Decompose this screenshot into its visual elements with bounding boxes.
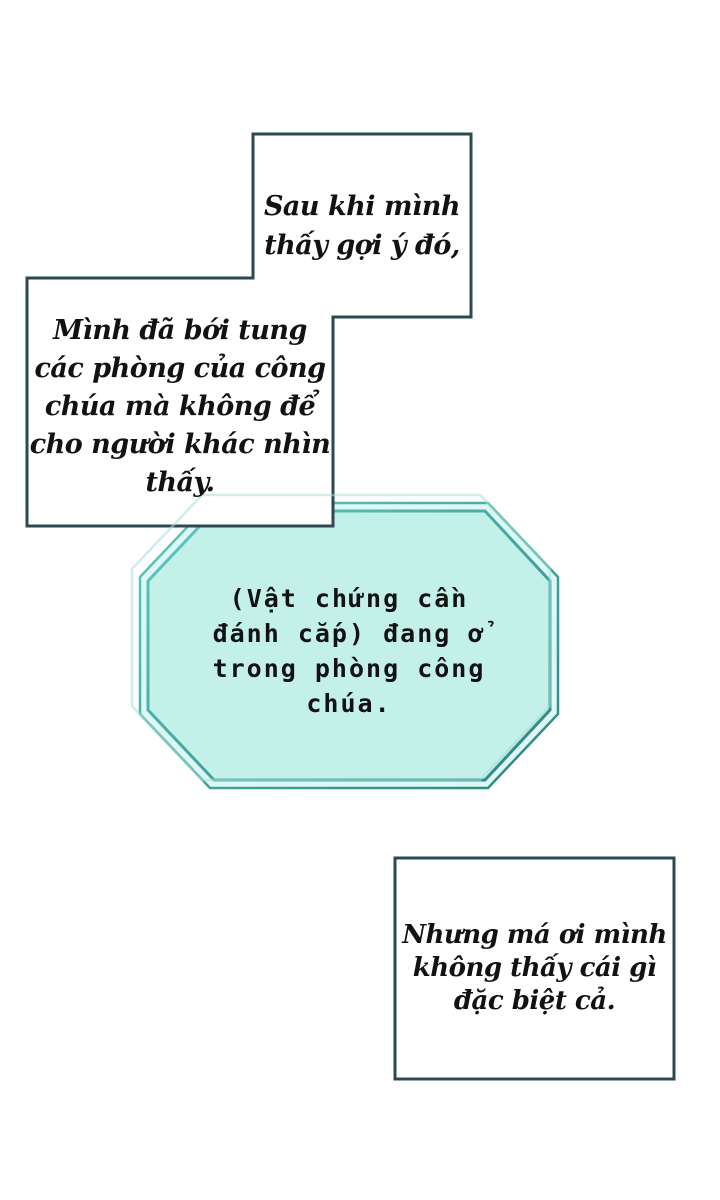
speech-line: đánh cắp) đang ở [212,618,486,648]
speech-line: (Vật chứng cần [229,583,469,613]
speech-line: thấy gợi ý đó, [264,229,460,261]
speech-line: không thấy cái gì [412,953,657,983]
speech-text-left [27,278,333,526]
speech-line: Mình đã bới tung [53,315,307,346]
speech-text-octagon [140,503,558,788]
speech-line: Nhưng má ơi mình [402,920,667,950]
speech-line: chúa mà không để [44,391,316,422]
speech-line: chúa. [306,688,392,718]
speech-line: đặc biệt cả. [453,986,616,1016]
speech-line: trong phòng công [212,653,486,683]
speech-text-bottom [395,858,674,1079]
speech-line: các phòng của công [34,353,326,384]
speech-line: Sau khi mình [263,190,461,222]
speech-line: thấy. [145,467,215,498]
speech-line: cho người khác nhìn [29,429,331,460]
